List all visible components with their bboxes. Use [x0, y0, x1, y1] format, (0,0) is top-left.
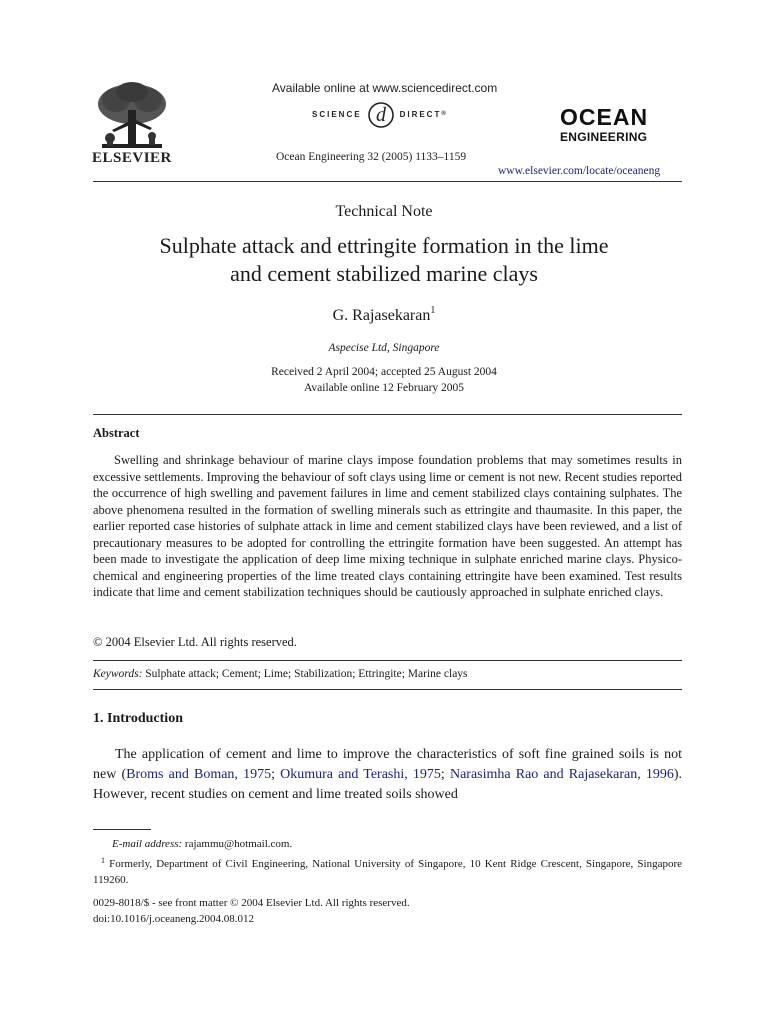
header-divider — [93, 181, 682, 182]
keywords-divider — [93, 660, 682, 661]
article-type: Technical Note — [335, 203, 433, 220]
footnote-mark: 1 — [101, 856, 105, 865]
journal-logo — [560, 106, 648, 143]
received-date: Received 2 April 2004; accepted 25 August 2004 — [271, 366, 497, 378]
footnote-text: Formerly, Department of Civil Engineering, National University of Singapore, 10 Kent Ridge Crescent, Singapore, Singapore 119260. — [93, 858, 683, 886]
email-footnote — [112, 838, 292, 850]
author-footnote-mark[interactable]: 1 — [430, 305, 436, 316]
journal-reference: Ocean Engineering 32 (2005) 1133–1159 — [276, 151, 467, 163]
intro-text-end: ). However, recent studies on cement and lime treated soils showed — [93, 767, 683, 802]
article-dates — [0, 364, 768, 396]
citation-link[interactable]: Okumura and Terashi, 1975 — [280, 767, 441, 782]
sciencedirect-right-text: DIRECT — [399, 109, 442, 119]
abstract-top-divider — [93, 414, 682, 415]
svg-text:d: d — [375, 104, 386, 126]
issn-line: 0029-8018/$ - see front matter © 2004 Elsevier Ltd. All rights reserved. — [93, 897, 410, 909]
available-online-text: Available online at www.sciencedirect.com — [272, 81, 498, 95]
journal-url-link[interactable]: www.elsevier.com/locate/oceaneng — [498, 165, 661, 177]
affiliation-footnote — [93, 853, 682, 888]
keywords-bottom-divider — [93, 689, 682, 690]
keywords-label: Keywords: — [93, 668, 143, 680]
title-line-1: Sulphate attack and ettringite formation in the lime — [159, 233, 609, 258]
author — [0, 305, 768, 325]
email-label: E-mail address: — [112, 838, 183, 850]
introduction-paragraph — [93, 745, 682, 805]
keywords — [93, 668, 468, 680]
citation-link[interactable]: Broms and Boman, 1975 — [126, 767, 272, 782]
doi-line[interactable]: doi:10.1016/j.oceaneng.2004.08.012 — [93, 913, 255, 925]
author-name: G. Rajasekaran — [332, 307, 431, 324]
sciencedirect-left-text: SCIENCE — [312, 109, 362, 119]
journal-logo-line2: ENGINEERING — [560, 130, 648, 144]
keywords-list: Sulphate attack; Cement; Lime; Stabilization; Ettringite; Marine clays — [145, 668, 468, 680]
article-title — [60, 232, 708, 288]
publisher-name: ELSEVIER — [92, 150, 172, 166]
affiliation: Aspecise Ltd, Singapore — [328, 342, 440, 354]
email-address-link[interactable]: rajammu@hotmail.com. — [184, 838, 293, 850]
footnote-divider — [93, 829, 151, 830]
sciencedirect-logo — [312, 98, 492, 130]
citation-separator: ; — [271, 767, 281, 782]
intro-text-start: The application of cement and lime to improve the characteristics of soft fine grained soils is not new ( — [93, 747, 682, 782]
abstract-heading: Abstract — [93, 426, 140, 440]
abstract-text: Swelling and shrinkage behaviour of marine clays impose foundation problems that may sometimes results in excessive settlements. Improving the behaviour of soft clays using lime or cement is not new. Recent studies reported the occurrence of high swelling and pavement failures in lime and cement stabilized clays containing sulphates. The above phenomena resulted in the formation of swelling minerals such as ettringite and thaumasite. In this paper, the earlier reported case histories of sulphate attack in lime and cement stabilized clays have been reviewed, and a list of precautionary measures to be adopted for controlling the ettringite formation have been suggested. An attempt has been made to investigate the application of deep lime mixing technique in sulphate enriched marine clays. Physico-chemical and engineering properties of the lime treated clays containing ettringite have been examined. Test results indicate that lime and cement stabilization techniques should be cautiously approached in sulphate enriched clays. — [93, 453, 682, 599]
sciencedirect-d-icon — [366, 99, 396, 129]
abstract-copyright: © 2004 Elsevier Ltd. All rights reserved. — [93, 635, 297, 649]
title-line-2: and cement stabilized marine clays — [230, 261, 538, 286]
citation-separator: ; — [440, 767, 450, 782]
citation-link[interactable]: Narasimha Rao and Rajasekaran, 1996 — [449, 767, 674, 782]
section-heading-introduction: 1. Introduction — [93, 711, 183, 726]
available-date: Available online 12 February 2005 — [303, 382, 465, 394]
journal-logo-line1: OCEAN — [560, 104, 649, 130]
elsevier-tree-logo-icon — [92, 80, 172, 156]
front-matter — [93, 895, 410, 927]
sciencedirect-registered-mark: ® — [441, 111, 448, 117]
